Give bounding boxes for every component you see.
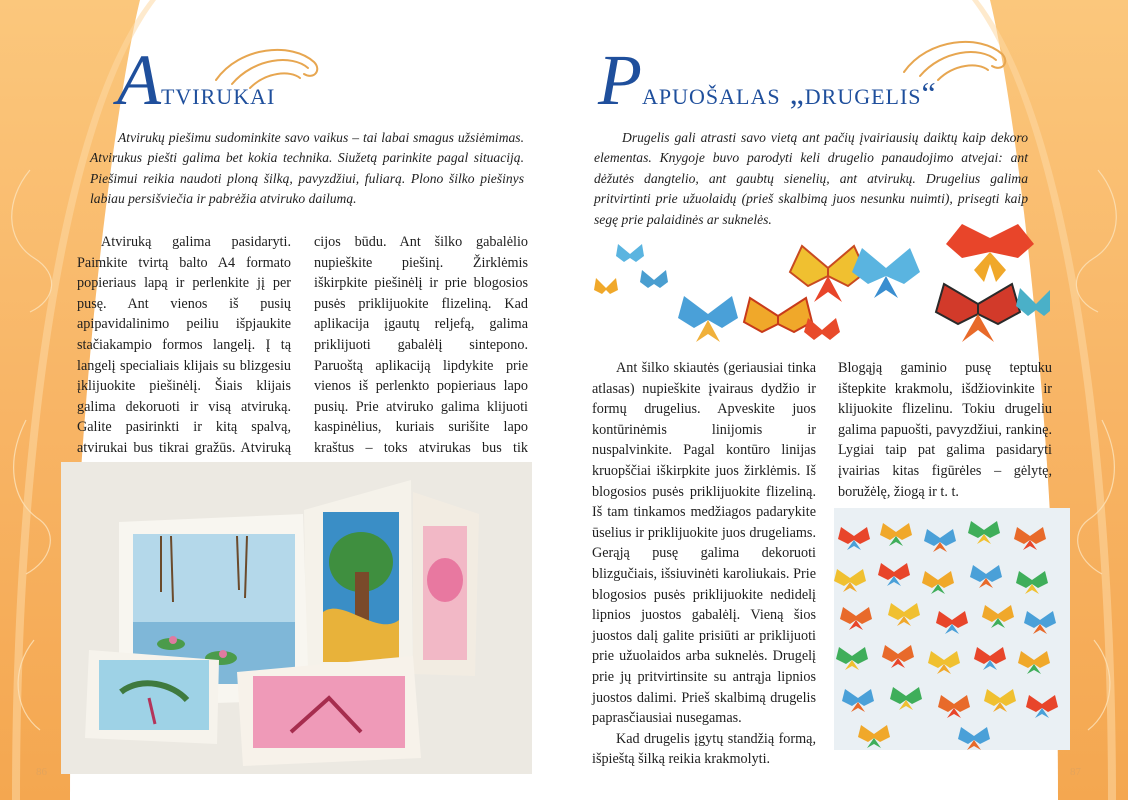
title-rest: apuošalas „drugelis“	[641, 75, 937, 111]
right-column-2-paragraph: Blogąją gaminio pusę teptuku ištepkite krakmolu, išdžiovinkite ir klijuokite flizelinu. Tokiu drugeliu galima papuošti, pavyzdžiui, rankinę. Lygiai taip pat galima pasidaryti įvairias kitas figūrėles – gėlytę, boružėlę, žiogą ir t. t.	[838, 360, 1052, 500]
postcards-photo	[61, 462, 532, 774]
right-column-1	[592, 358, 816, 770]
left-column-1	[77, 232, 291, 479]
butterfly-icon	[744, 298, 812, 332]
left-page-title	[117, 40, 276, 120]
left-column-1-paragraph: Atviruką galima pasidaryti. Paimkite tvirtą balto A4 formato popieriaus lapą ir perlenkite jį per pusę. Ant vienos iš pusių apipavidalinimo peiliu išpjaukite stačiakampio formos langelį. Į tą langelį specialiais klijais su blizgesiu įklijuokite piešinėlį. Šiais klijais galima dekoruoti ir visą atviruką. Galite pasirinkti ir kitą spalvą, atvirukai bus tikrai gražūs. Atviruką	[77, 234, 291, 456]
butterfly-icon	[852, 248, 920, 298]
page-number-left: 86	[36, 766, 47, 778]
butterfly-icon	[790, 246, 866, 302]
page-number-right: 87	[1070, 766, 1081, 778]
butterfly-icon	[804, 318, 840, 340]
right-column-2	[838, 358, 1052, 502]
butterfly-icon	[594, 278, 618, 294]
butterfly-icon	[616, 244, 644, 262]
butterfly-icon	[936, 284, 1020, 342]
butterfly-icon	[946, 224, 1034, 282]
left-intro-text: Atvirukų piešimu sudominkite savo vaikus – tai labai smagus užsiėmimas. Atvirukus piešti galima bet kokia technika. Siužetą parinkite pagal situaciją. Piešimui reikia naudoti ploną šilką, pavyzdžiui, fuliarą. Plono šilko piešinys labiau persišviečia ir pabrėžia atviruko dailumą.	[90, 130, 524, 207]
butterflies-illustration	[590, 224, 1050, 354]
right-column-1-paragraph-2: Kad drugelis įgytų standžią formą, išpieštą šilką reikia krakmolyti.	[592, 730, 816, 768]
title-rest: tvirukai	[160, 75, 276, 111]
fabric-butterflies-photo	[834, 508, 1070, 750]
title-initial: A	[117, 40, 161, 120]
left-column-2	[314, 232, 528, 479]
butterfly-icon	[640, 270, 668, 288]
right-page-title	[598, 40, 937, 120]
right-column-1-paragraph-1: Ant šilko skiautės (geriausiai tinka atlasas) nupieškite įvairaus dydžio ir formų drugelius. Apveskite juos kontūrinėmis linijomis ir nuspalvinkite. Pagal kontūro linijas kruopščiai iškirpkite juos žirklėmis. Iš blogosios pusės priklijuokite flizeliną. Iš tam tinkamos medžiagos padarykite ūselius ir priklijuokite juos drugeliams. Gerąją pusę galima dekoruoti blizgučiais, išsiuvinėti karoliukais. Prie blogosios pusės priklijuokite nedidelį lipnios juostos gabalėlį. Vieną šios juostos dalį galite prisiūti ar priklijuoti prie užuolaidos arba suknelės. Drugelį prie jų pritvirtinsite su antrąja lipnios juostos dalimi. Prieš skalbimą drugelis paprasčiausiai nusegamas.	[592, 360, 816, 727]
right-intro-text: Drugelis gali atrasti savo vietą ant pačių įvairiausių daiktų kaip dekoro elementas. Knygoje buvo parodyti keli drugelio panaudojimo atvejai: ant dėžutės dangtelio, ant gaubtų sienelių, ant atvirukų. Drugelius galima pritvirtinti prie užuolaidų (prieš skalbimą juos nesunku nuimti), prisegti kaip segę prie palaidinės ar suknelės.	[594, 130, 1028, 227]
butterfly-icon	[678, 296, 738, 342]
title-initial: P	[598, 40, 642, 120]
left-column-2-paragraph: cijos būdu. Ant šilko gabalėlio nupieškite piešinį. Žirklėmis iškirpkite piešinėlį ir prie blogosios pusės priklijuokite flizeliną. Kad aplikacija įgautų reljefą, galima priklijuoti gabalėlį sintepono. Paruoštą aplikaciją lipdykite prie vienos iš perlenkto popieriaus lapo pusių. Prie atviruko galima klijuoti kaspinėlius, kuriais surišite lapo kraštus – toks atvirukas bus tik	[314, 234, 528, 456]
butterfly-icon	[1016, 288, 1050, 316]
